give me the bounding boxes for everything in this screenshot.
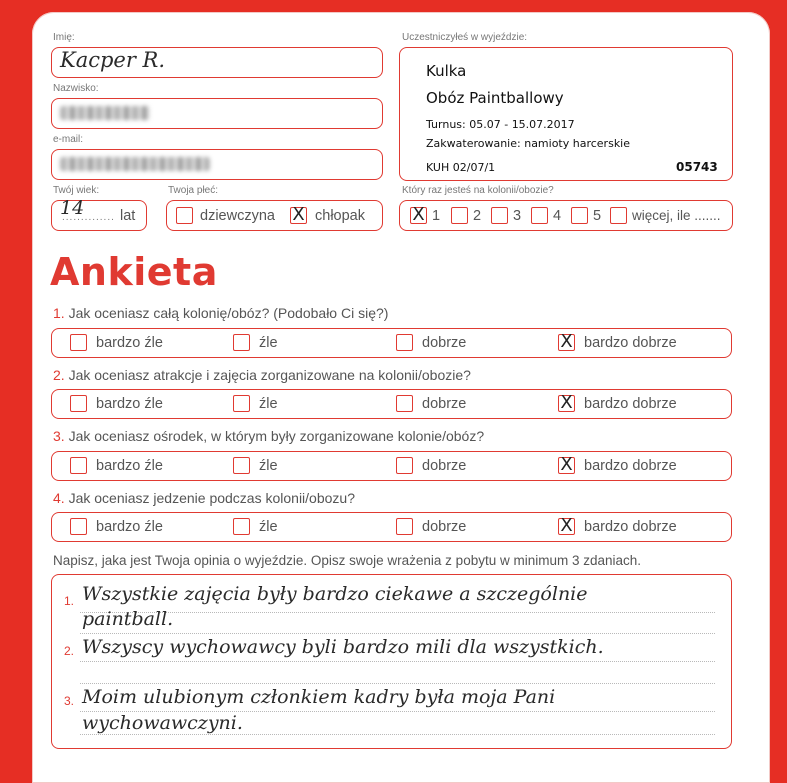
trip-turnus [426,118,575,131]
q4-checkbox-good[interactable] [396,518,413,535]
answer-number-2: 2. [64,644,75,658]
times-checkbox-5[interactable] [571,207,588,224]
surname-redacted [60,106,150,120]
q4-option-good: dobrze [422,519,467,535]
times-option-2: 2 [473,208,482,224]
q2-checkbox-bad[interactable] [233,395,250,412]
answer-number-1: 1. [64,594,75,608]
q2-option-very-good: bardzo dobrze [584,396,677,412]
check-mark-icon: X [560,515,573,536]
writing-line [80,661,715,662]
check-mark-icon: X [292,204,305,225]
times-option-more: więcej, ile ....... [632,208,721,223]
q1-checkbox-very-bad[interactable] [70,334,87,351]
q2-checkbox-very-bad[interactable] [70,395,87,412]
times-checkbox-2[interactable] [451,207,468,224]
check-mark-icon: X [412,204,425,225]
question-number: 4. [53,490,65,506]
q4-option-very-bad: bardzo źle [96,519,163,535]
trip-label: Uczestniczyłeś w wyjeździe: [402,32,528,43]
times-option-4: 4 [553,208,562,224]
q4-checkbox-very-bad[interactable] [70,518,87,535]
times-checkbox-4[interactable] [531,207,548,224]
gender-label: Twoja płeć: [168,185,219,196]
q2-option-bad: źle [259,396,278,412]
times-label: Który raz jesteś na kolonii/obozie? [402,185,554,196]
q1-option-bad: źle [259,335,278,351]
survey-title: Ankieta [50,250,218,294]
q4-checkbox-bad[interactable] [233,518,250,535]
q2-checkbox-good[interactable] [396,395,413,412]
writing-line [80,633,715,634]
surname-label: Nazwisko: [53,83,99,94]
times-checkbox-more[interactable] [610,207,627,224]
q3-option-good: dobrze [422,458,467,474]
trip-number: 05743 [676,160,718,174]
opinion-prompt: Napisz, jaka jest Twoja opinia o wyjeździe. Opisz swoje wrażenia z pobytu w minimum 3 zdaniach. [53,553,642,568]
question-number: 1. [53,305,65,321]
question-text: Jak oceniasz jedzenie podczas kolonii/obozu? [68,490,355,506]
q3-checkbox-very-bad[interactable] [70,457,87,474]
q1-option-very-good: bardzo dobrze [584,335,677,351]
trip-name: Kulka [426,62,467,80]
name-label: Imię: [53,32,75,43]
age-dots: .............. [62,212,115,223]
times-option-5: 5 [593,208,602,224]
writing-line [80,734,715,735]
writing-line [80,612,715,613]
question-text: Jak oceniasz całą kolonię/obóz? (Podobało Ci się?) [68,305,389,321]
email-redacted [60,157,210,171]
question-3 [53,428,484,444]
gender-option-boy: chłopak [315,208,365,224]
name-value: Kacper R. [60,48,166,72]
trip-code: KUH 02/07/1 [426,161,496,174]
gender-checkbox-boy[interactable] [290,204,307,225]
q1-checkbox-very-good[interactable] [558,331,575,352]
turnus-label: Turnus: [426,118,466,131]
accommodation-label: Zakwaterowanie: [426,137,521,150]
question-1 [53,305,388,321]
gender-option-girl: dziewczyna [200,208,275,224]
check-mark-icon: X [560,331,573,352]
q2-checkbox-very-good[interactable] [558,392,575,413]
question-text: Jak oceniasz ośrodek, w którym były zorganizowane kolonie/obóz? [68,428,485,444]
question-2 [53,367,471,383]
q4-option-bad: źle [259,519,278,535]
writing-line [80,683,715,684]
trip-camp: Obóz Paintballowy [426,89,564,107]
answer-2-line-1: Wszyscy wychowawcy byli bardzo mili dla wszystkich. [82,636,604,658]
question-number: 3. [53,428,65,444]
q1-option-very-bad: bardzo źle [96,335,163,351]
times-option-1: 1 [432,208,441,224]
q3-checkbox-good[interactable] [396,457,413,474]
q1-option-good: dobrze [422,335,467,351]
trip-accommodation [426,137,630,150]
q2-option-very-bad: bardzo źle [96,396,163,412]
question-number: 2. [53,367,65,383]
email-label: e-mail: [53,134,84,145]
answer-number-3: 3. [64,694,75,708]
question-text: Jak oceniasz atrakcje i zajęcia zorganizowane na kolonii/obozie? [68,367,471,383]
q3-option-very-good: bardzo dobrze [584,458,677,474]
age-value: 14 [60,197,85,219]
q3-option-very-bad: bardzo źle [96,458,163,474]
check-mark-icon: X [560,392,573,413]
question-4 [53,490,355,506]
q1-checkbox-bad[interactable] [233,334,250,351]
answer-3-line-2: wychowawczyni. [82,712,243,734]
q3-checkbox-very-good[interactable] [558,454,575,475]
turnus-value: 05.07 - 15.07.2017 [469,118,575,131]
accommodation-value: namioty harcerskie [524,137,631,150]
q3-option-bad: źle [259,458,278,474]
answer-3-line-1: Moim ulubionym członkiem kadry była moja Pani [82,686,556,708]
answer-1-line-1: Wszystkie zajęcia były bardzo ciekawe a szczególnie [82,583,588,605]
q1-checkbox-good[interactable] [396,334,413,351]
times-option-3: 3 [513,208,522,224]
q2-option-good: dobrze [422,396,467,412]
q3-checkbox-bad[interactable] [233,457,250,474]
age-unit: lat [120,208,136,224]
age-label: Twój wiek: [53,185,100,196]
times-checkbox-3[interactable] [491,207,508,224]
gender-checkbox-girl[interactable] [176,207,193,224]
answer-1-line-2: paintball. [82,608,174,630]
check-mark-icon: X [560,454,573,475]
q4-checkbox-very-good[interactable] [558,515,575,536]
times-checkbox-1[interactable] [410,204,427,225]
q4-option-very-good: bardzo dobrze [584,519,677,535]
